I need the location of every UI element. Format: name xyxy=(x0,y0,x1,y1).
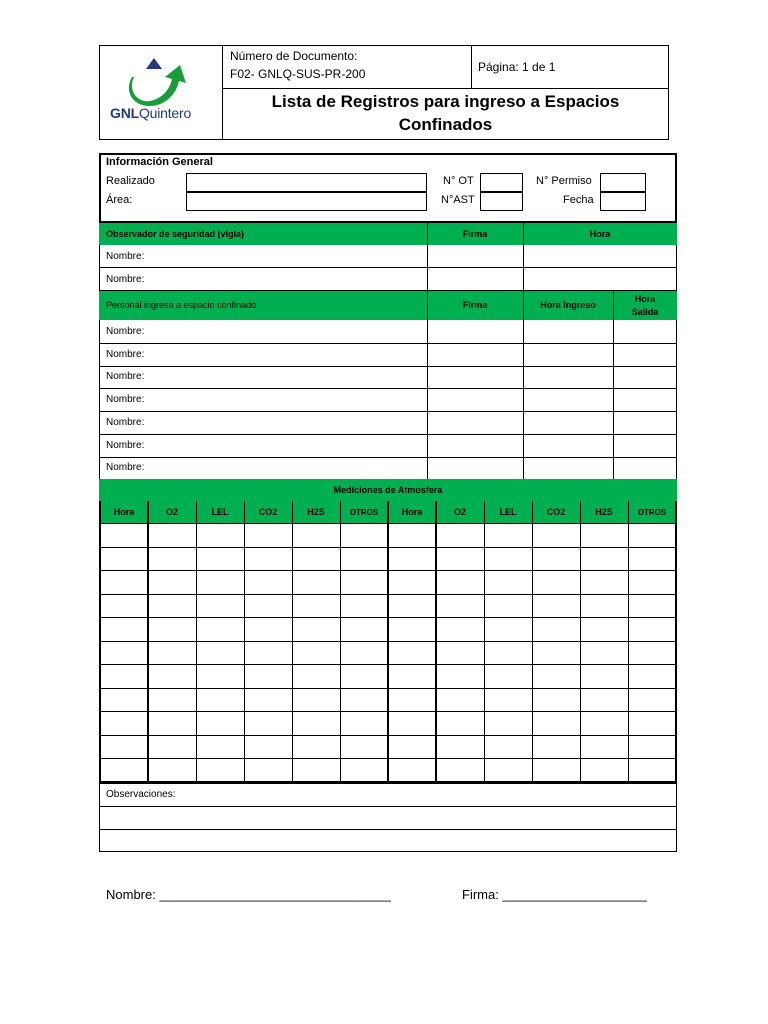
measure-cell[interactable] xyxy=(101,548,147,570)
measure-cell[interactable] xyxy=(533,759,579,781)
measure-cell[interactable] xyxy=(533,689,579,711)
measure-cell[interactable] xyxy=(341,642,387,664)
measure-cell[interactable] xyxy=(629,571,675,593)
measure-cell[interactable] xyxy=(533,595,579,617)
measure-cell[interactable] xyxy=(389,689,435,711)
measure-cell[interactable] xyxy=(437,759,483,781)
measure-cell[interactable] xyxy=(437,571,483,593)
personnel-hora-salida-header xyxy=(613,293,677,319)
measure-cell[interactable] xyxy=(101,736,147,758)
measure-cell[interactable] xyxy=(437,595,483,617)
measure-cell[interactable] xyxy=(245,595,291,617)
measure-cell[interactable] xyxy=(149,571,195,593)
personnel-firma-cell[interactable] xyxy=(428,365,523,387)
measure-column-header: H2S xyxy=(307,507,325,517)
measure-cell[interactable] xyxy=(245,548,291,570)
measure-cell[interactable] xyxy=(389,736,435,758)
measure-cell[interactable] xyxy=(533,524,579,546)
measure-cell[interactable] xyxy=(101,595,147,617)
measure-cell[interactable] xyxy=(101,618,147,640)
measure-cell[interactable] xyxy=(533,548,579,570)
realizado-field[interactable] xyxy=(186,173,427,192)
measure-cell[interactable] xyxy=(149,595,195,617)
measure-cell[interactable] xyxy=(101,665,147,687)
measure-cell[interactable] xyxy=(629,665,675,687)
measure-cell[interactable] xyxy=(197,642,243,664)
measure-cell[interactable] xyxy=(149,524,195,546)
measure-cell[interactable] xyxy=(437,618,483,640)
measure-cell[interactable] xyxy=(389,712,435,734)
logo-text-quintero: Quintero xyxy=(138,105,192,121)
measure-cell[interactable] xyxy=(245,712,291,734)
measure-cell[interactable] xyxy=(533,642,579,664)
measure-cell[interactable] xyxy=(101,759,147,781)
measure-column-header: LEL xyxy=(499,507,517,517)
measure-cell[interactable] xyxy=(389,665,435,687)
company-logo xyxy=(110,55,210,130)
measure-cell[interactable] xyxy=(533,571,579,593)
personnel-firma-header: Firma xyxy=(462,300,488,310)
measure-cell[interactable] xyxy=(485,665,531,687)
measure-cell[interactable] xyxy=(149,759,195,781)
measure-cell[interactable] xyxy=(437,642,483,664)
measure-cell[interactable] xyxy=(629,689,675,711)
personnel-hora-salida-cell[interactable] xyxy=(614,411,676,433)
cell-divider xyxy=(427,291,428,320)
document-number-label: Número de Documento: xyxy=(230,49,358,63)
measure-column-header: CO2 xyxy=(546,507,566,517)
measure-cell[interactable] xyxy=(581,736,627,758)
general-info-title: Información General xyxy=(106,156,213,168)
personnel-hora-salida-cell[interactable] xyxy=(614,434,676,456)
measure-cell[interactable] xyxy=(581,712,627,734)
measure-cell[interactable] xyxy=(101,642,147,664)
measure-cell[interactable] xyxy=(101,712,147,734)
measure-cell[interactable] xyxy=(341,571,387,593)
measure-cell[interactable] xyxy=(293,759,339,781)
measure-cell[interactable] xyxy=(581,665,627,687)
measure-cell[interactable] xyxy=(149,548,195,570)
measure-cell[interactable] xyxy=(197,759,243,781)
permiso-field[interactable] xyxy=(600,173,646,192)
observations-input[interactable] xyxy=(100,807,676,829)
measure-cell[interactable] xyxy=(485,736,531,758)
measure-cell[interactable] xyxy=(293,595,339,617)
measure-cell[interactable] xyxy=(293,689,339,711)
header-divider xyxy=(471,45,472,88)
measure-cell[interactable] xyxy=(149,618,195,640)
measure-cell[interactable] xyxy=(101,689,147,711)
personnel-name-label: Nombre: xyxy=(106,462,145,473)
document-title xyxy=(222,90,669,136)
measure-cell[interactable] xyxy=(245,689,291,711)
cell-divider xyxy=(427,223,428,245)
measure-cell[interactable] xyxy=(485,595,531,617)
measure-cell[interactable] xyxy=(245,524,291,546)
measure-cell[interactable] xyxy=(533,736,579,758)
measure-cell[interactable] xyxy=(101,524,147,546)
measure-cell[interactable] xyxy=(629,642,675,664)
observer-header: Observador de seguridad (vigía) xyxy=(106,229,245,239)
measure-column-header: OTROS xyxy=(349,508,379,517)
measure-cell[interactable] xyxy=(389,548,435,570)
personnel-firma-cell[interactable] xyxy=(428,320,523,342)
personnel-firma-cell[interactable] xyxy=(428,343,523,365)
measure-cell[interactable] xyxy=(437,524,483,546)
measure-cell[interactable] xyxy=(341,759,387,781)
logo-text-gnl: GNL xyxy=(110,105,139,121)
measure-cell[interactable] xyxy=(197,712,243,734)
measure-cell[interactable] xyxy=(437,689,483,711)
measure-cell[interactable] xyxy=(581,595,627,617)
personnel-hora-salida-cell[interactable] xyxy=(614,343,676,365)
measure-cell[interactable] xyxy=(245,642,291,664)
measure-cell[interactable] xyxy=(629,736,675,758)
measure-cell[interactable] xyxy=(629,548,675,570)
personnel-hora-ingreso-cell[interactable] xyxy=(524,411,613,433)
measure-cell[interactable] xyxy=(293,642,339,664)
area-field[interactable] xyxy=(186,192,427,211)
measure-cell[interactable] xyxy=(245,759,291,781)
measure-column-header: O2 xyxy=(453,507,466,517)
measure-cell[interactable] xyxy=(629,618,675,640)
page-indicator: Página: 1 de 1 xyxy=(478,60,556,74)
measure-cell[interactable] xyxy=(293,665,339,687)
ot-field[interactable] xyxy=(480,173,523,192)
personnel-hora-salida-cell[interactable] xyxy=(614,388,676,410)
personnel-hora-ingreso-cell[interactable] xyxy=(524,365,613,387)
measure-cell[interactable] xyxy=(437,736,483,758)
measure-cell[interactable] xyxy=(341,548,387,570)
ast-label: N°AST xyxy=(441,194,475,206)
observations-label: Observaciones: xyxy=(106,789,176,800)
logo-arrow-icon xyxy=(110,55,210,107)
measure-column-header: LEL xyxy=(211,507,229,517)
measure-column-header: H2S xyxy=(595,507,613,517)
measure-cell[interactable] xyxy=(629,524,675,546)
measure-cell[interactable] xyxy=(437,548,483,570)
measure-column-header: Hora xyxy=(113,507,135,517)
measure-cell[interactable] xyxy=(629,712,675,734)
measure-cell[interactable] xyxy=(581,548,627,570)
hora-salida-line1: Hora xyxy=(634,294,656,304)
measure-cell[interactable] xyxy=(245,618,291,640)
measure-cell[interactable] xyxy=(389,571,435,593)
observer-firma-cell[interactable] xyxy=(428,245,523,267)
measure-cell[interactable] xyxy=(293,618,339,640)
footer-nombre: Nombre: ________________________________ xyxy=(106,887,391,902)
measure-cell[interactable] xyxy=(485,618,531,640)
measure-cell[interactable] xyxy=(485,548,531,570)
area-label: Área: xyxy=(106,194,133,206)
measure-cell[interactable] xyxy=(485,524,531,546)
measure-cell[interactable] xyxy=(293,712,339,734)
measure-cell[interactable] xyxy=(485,712,531,734)
measure-cell[interactable] xyxy=(341,618,387,640)
personnel-hora-ingreso-cell[interactable] xyxy=(524,320,613,342)
measure-cell[interactable] xyxy=(149,736,195,758)
measure-cell[interactable] xyxy=(437,712,483,734)
measure-cell[interactable] xyxy=(389,524,435,546)
measure-cell[interactable] xyxy=(197,665,243,687)
hora-salida-line2: Salida xyxy=(631,307,659,317)
personnel-name-label: Nombre: xyxy=(106,349,145,360)
measure-cell[interactable] xyxy=(485,689,531,711)
observations-input[interactable] xyxy=(100,830,676,851)
measure-cell[interactable] xyxy=(485,642,531,664)
personnel-hora-ingreso-header: Hora Ingreso xyxy=(540,300,596,310)
observer-hora-cell[interactable] xyxy=(524,268,676,290)
measure-cell[interactable] xyxy=(197,595,243,617)
measure-cell[interactable] xyxy=(149,689,195,711)
personnel-name-label: Nombre: xyxy=(106,417,145,428)
measure-cell[interactable] xyxy=(581,618,627,640)
measure-cell[interactable] xyxy=(581,642,627,664)
document-title-line1: Lista de Registros para ingreso a Espacios xyxy=(271,92,620,111)
measure-cell[interactable] xyxy=(341,595,387,617)
measure-cell[interactable] xyxy=(293,571,339,593)
realizado-label: Realizado xyxy=(106,175,155,187)
observer-hora-header: Hora xyxy=(589,229,611,239)
measure-cell[interactable] xyxy=(341,736,387,758)
header-divider xyxy=(222,88,669,89)
personnel-name-label: Nombre: xyxy=(106,371,145,382)
measure-cell[interactable] xyxy=(197,524,243,546)
measure-cell[interactable] xyxy=(389,595,435,617)
measure-cell[interactable] xyxy=(197,571,243,593)
measure-cell[interactable] xyxy=(197,618,243,640)
measure-cell[interactable] xyxy=(437,665,483,687)
measure-cell[interactable] xyxy=(533,712,579,734)
measure-cell[interactable] xyxy=(533,618,579,640)
personnel-hora-salida-cell[interactable] xyxy=(614,456,676,478)
personnel-firma-cell[interactable] xyxy=(428,456,523,478)
observer-name-label: Nombre: xyxy=(106,251,145,262)
measure-cell[interactable] xyxy=(245,736,291,758)
permiso-label: N° Permiso xyxy=(536,175,592,187)
cell-divider xyxy=(613,291,614,320)
personnel-name-label: Nombre: xyxy=(106,326,145,337)
cell-divider xyxy=(523,223,524,245)
personnel-hora-ingreso-cell[interactable] xyxy=(524,388,613,410)
personnel-hora-ingreso-cell[interactable] xyxy=(524,456,613,478)
personnel-hora-ingreso-cell[interactable] xyxy=(524,434,613,456)
personnel-hora-ingreso-cell[interactable] xyxy=(524,343,613,365)
measure-cell[interactable] xyxy=(581,759,627,781)
measure-column-header: Hora xyxy=(401,507,423,517)
measure-cell[interactable] xyxy=(629,759,675,781)
measure-cell[interactable] xyxy=(341,524,387,546)
measure-column-header: O2 xyxy=(165,507,178,517)
personnel-name-label: Nombre: xyxy=(106,440,145,451)
personnel-hora-salida-cell[interactable] xyxy=(614,365,676,387)
measure-cell[interactable] xyxy=(197,548,243,570)
personnel-hora-salida-cell[interactable] xyxy=(614,320,676,342)
observer-name-label: Nombre: xyxy=(106,274,145,285)
measure-cell[interactable] xyxy=(581,524,627,546)
measure-cell[interactable] xyxy=(293,548,339,570)
measure-cell[interactable] xyxy=(197,689,243,711)
measure-cell[interactable] xyxy=(341,689,387,711)
observer-firma-cell[interactable] xyxy=(428,268,523,290)
measure-column-header: CO2 xyxy=(258,507,278,517)
measure-cell[interactable] xyxy=(485,759,531,781)
fecha-field[interactable] xyxy=(600,192,646,211)
measure-cell[interactable] xyxy=(341,712,387,734)
measure-cell[interactable] xyxy=(149,665,195,687)
measure-cell[interactable] xyxy=(533,665,579,687)
measure-cell[interactable] xyxy=(581,571,627,593)
measure-cell[interactable] xyxy=(629,595,675,617)
grid-line xyxy=(675,501,677,782)
cell-divider xyxy=(523,291,524,320)
measure-cell[interactable] xyxy=(149,642,195,664)
footer-firma: Firma: ____________________ xyxy=(462,887,648,902)
measure-cell[interactable] xyxy=(101,571,147,593)
measure-cell[interactable] xyxy=(389,642,435,664)
measure-cell[interactable] xyxy=(581,689,627,711)
observer-firma-header: Firma xyxy=(462,229,488,239)
measure-cell[interactable] xyxy=(293,736,339,758)
measure-cell[interactable] xyxy=(389,759,435,781)
personnel-firma-cell[interactable] xyxy=(428,434,523,456)
measure-cell[interactable] xyxy=(149,712,195,734)
personnel-firma-cell[interactable] xyxy=(428,411,523,433)
measure-cell[interactable] xyxy=(485,571,531,593)
personnel-firma-cell[interactable] xyxy=(428,388,523,410)
measure-column-header: OTROS xyxy=(637,508,667,517)
personnel-name-label: Nombre: xyxy=(106,394,145,405)
personnel-header: Personal ingresa a espacio confinado xyxy=(106,300,257,310)
ot-label: N° OT xyxy=(443,175,474,187)
observer-hora-cell[interactable] xyxy=(524,245,676,267)
document-number-value: F02- GNLQ-SUS-PR-200 xyxy=(230,67,366,81)
fecha-label: Fecha xyxy=(563,194,594,206)
measurements-title: Mediciones de Atmosfera xyxy=(333,485,443,495)
measure-cell[interactable] xyxy=(245,571,291,593)
measure-cell[interactable] xyxy=(341,665,387,687)
measure-cell[interactable] xyxy=(389,618,435,640)
measure-cell[interactable] xyxy=(245,665,291,687)
measure-cell[interactable] xyxy=(293,524,339,546)
measure-cell[interactable] xyxy=(197,736,243,758)
ast-field[interactable] xyxy=(480,192,523,211)
document-title-line2: Confinados xyxy=(398,115,493,134)
